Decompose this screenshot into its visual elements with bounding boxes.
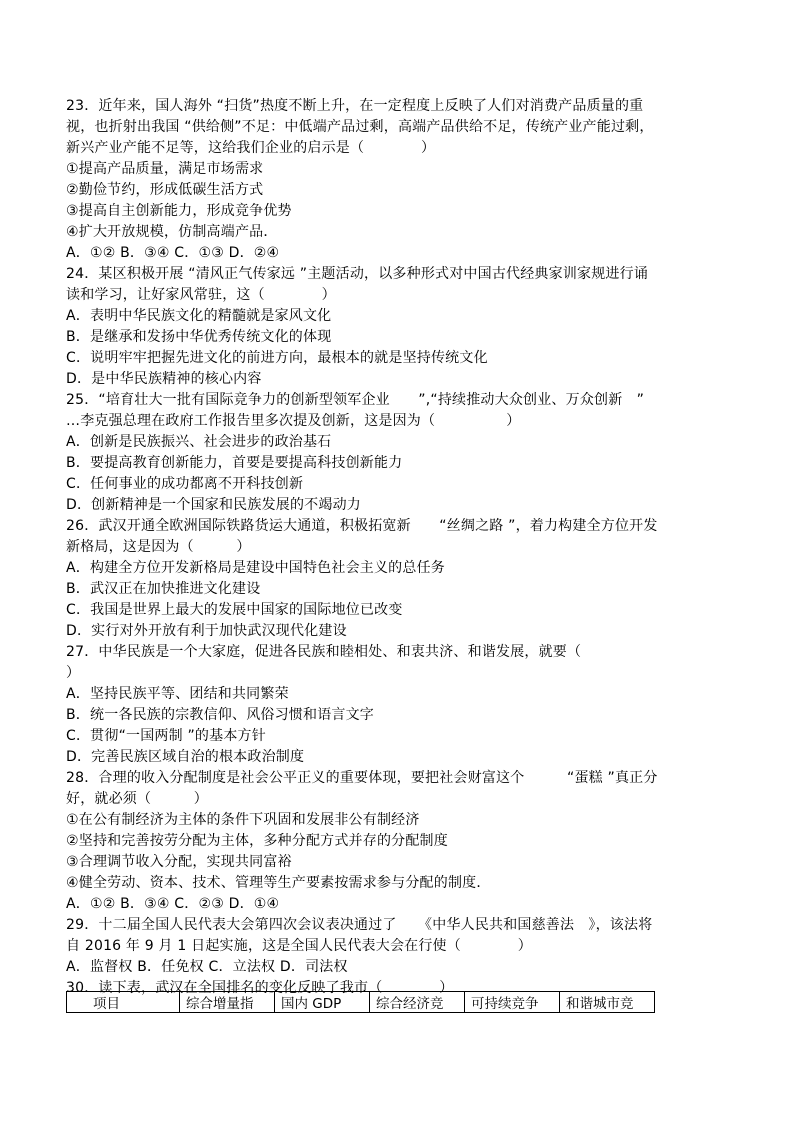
table-header-cell: 和谐城市竞 — [560, 992, 655, 1013]
q25-option-c: C．任何事业的成功都离不开科技创新 — [66, 476, 304, 492]
q24-option-b: B．是继承和发扬中华优秀传统文化的体现 — [66, 329, 332, 345]
q25-option-b: B．要提高教育创新能力，首要是要提高科技创新能力 — [66, 455, 403, 471]
q24-stem-line: 24．某区积极开展 “清风正气传家远 ”主题活动，以多种形式对中国古代经典家训家规进行诵 — [66, 266, 649, 282]
table-header-row — [67, 992, 655, 1013]
q24-option-c: C．说明牢牢把握先进文化的前进方向，最根本的就是坚持传统文化 — [66, 350, 488, 366]
q23-stem-line: 视，也折射出我国 “供给侧”不足：中低端产品过剩，高端产品供给不足，传统产业产能过剩， — [66, 119, 654, 135]
q23-stem-line: 新兴产业产能不足等，这给我们企业的启示是（ ） — [66, 140, 436, 156]
q25-stem-line: …李克强总理在政府工作报告里多次提及创新，这是因为（ ） — [66, 413, 521, 429]
exam-page — [66, 96, 726, 999]
q24-option-d: D．是中华民族精神的核心内容 — [66, 371, 262, 387]
q27-option-d: D．完善民族区域自治的根本政治制度 — [66, 749, 305, 765]
q26-option-d: D．实行对外开放有利于加快武汉现代化建设 — [66, 623, 347, 639]
q28-stem-line: 28．合理的收入分配制度是社会公平正义的重要体现，要把社会财富这个 “蛋糕 ”真正分 — [66, 770, 658, 786]
q25-stem-line: 25．“培育壮大一批有国际竞争力的创新型领军企业 ”,“持续推动大众创业、万众创新 ” — [66, 392, 645, 408]
q28-stem-line: 好，就必须（ ） — [66, 791, 208, 807]
q26-option-b: B．武汉正在加快推进文化建设 — [66, 581, 261, 597]
q30-stem: 30．读下表，武汉在全国排名的变化反映了我市（ ） — [66, 980, 454, 996]
q24-stem-line: 读和学习，让好家风常驻，这（ ） — [66, 287, 336, 303]
table-header-cell: 综合经济竞 — [370, 992, 465, 1013]
q29-stem-line: 29．十二届全国人民代表大会第四次会议表决通过了 《中华人民共和国慈善法 》，该法将 — [66, 917, 653, 933]
q27-option-b: B．统一各民族的宗教信仰、风俗习惯和语言文字 — [66, 707, 375, 723]
q28-item: ①在公有制经济为主体的条件下巩固和发展非公有制经济 — [66, 812, 420, 828]
q27-option-a: A．坚持民族平等、团结和共同繁荣 — [66, 686, 289, 702]
q26-stem-line: 26．武汉开通全欧洲国际铁路货运大通道，积极拓宽新 “丝绸之路 ”，着力构建全方位开发 — [66, 518, 658, 534]
q26-stem-line: 新格局，这是因为（ ） — [66, 539, 251, 555]
q29-stem-line: 自 2016 年 9 月 1 日起实施，这是全国人民代表大会在行使（ ） — [66, 938, 532, 954]
q27-option-c: C．贯彻“一国两制 ”的基本方针 — [66, 728, 266, 744]
q26-option-c: C．我国是世界上最大的发展中国家的国际地位已改变 — [66, 602, 403, 618]
q25-option-a: A．创新是民族振兴、社会进步的政治基石 — [66, 434, 332, 450]
ranking-table — [66, 991, 655, 1013]
q28-item: ②坚持和完善按劳分配为主体，多种分配方式并存的分配制度 — [66, 833, 448, 849]
table-header-cell: 可持续竞争 — [465, 992, 560, 1013]
q26-option-a: A．构建全方位开发新格局是建设中国特色社会主义的总任务 — [66, 560, 445, 576]
q28-item: ④健全劳动、资本、技术、管理等生产要素按需求参与分配的制度． — [66, 875, 491, 891]
table-header-cell: 国内 GDP — [275, 992, 370, 1013]
q23-item: ④扩大开放规模，仿制高端产品． — [66, 224, 278, 240]
q23-item: ③提高自主创新能力，形成竞争优势 — [66, 203, 292, 219]
q28-item: ③合理调节收入分配，实现共同富裕 — [66, 854, 292, 870]
q25-option-d: D．创新精神是一个国家和民族发展的不竭动力 — [66, 497, 361, 513]
table-header-cell: 综合增量指 — [180, 992, 275, 1013]
table-header-cell: 项目 — [67, 992, 180, 1013]
q23-item: ②勤俭节约，形成低碳生活方式 — [66, 182, 264, 198]
q23-stem-line: 23．近年来，国人海外 “扫货”热度不断上升，在一定程度上反映了人们对消费产品质量的重 — [66, 98, 644, 114]
q23-item: ①提高产品质量，满足市场需求 — [66, 161, 264, 177]
q27-stem-line: ） — [66, 665, 81, 681]
q28-options: A．①② B．③④ C．②③ D．①④ — [66, 896, 280, 912]
q27-stem-line: 27．中华民族是一个大家庭，促进各民族和睦相处、和衷共济、和谐发展，就要（ — [66, 644, 582, 660]
q23-options: A．①② B．③④ C．①③ D．②④ — [66, 245, 280, 261]
q29-options: A．监督权 B．任免权 C．立法权 D．司法权 — [66, 959, 348, 975]
q24-option-a: A．表明中华民族文化的精髓就是家风文化 — [66, 308, 332, 324]
